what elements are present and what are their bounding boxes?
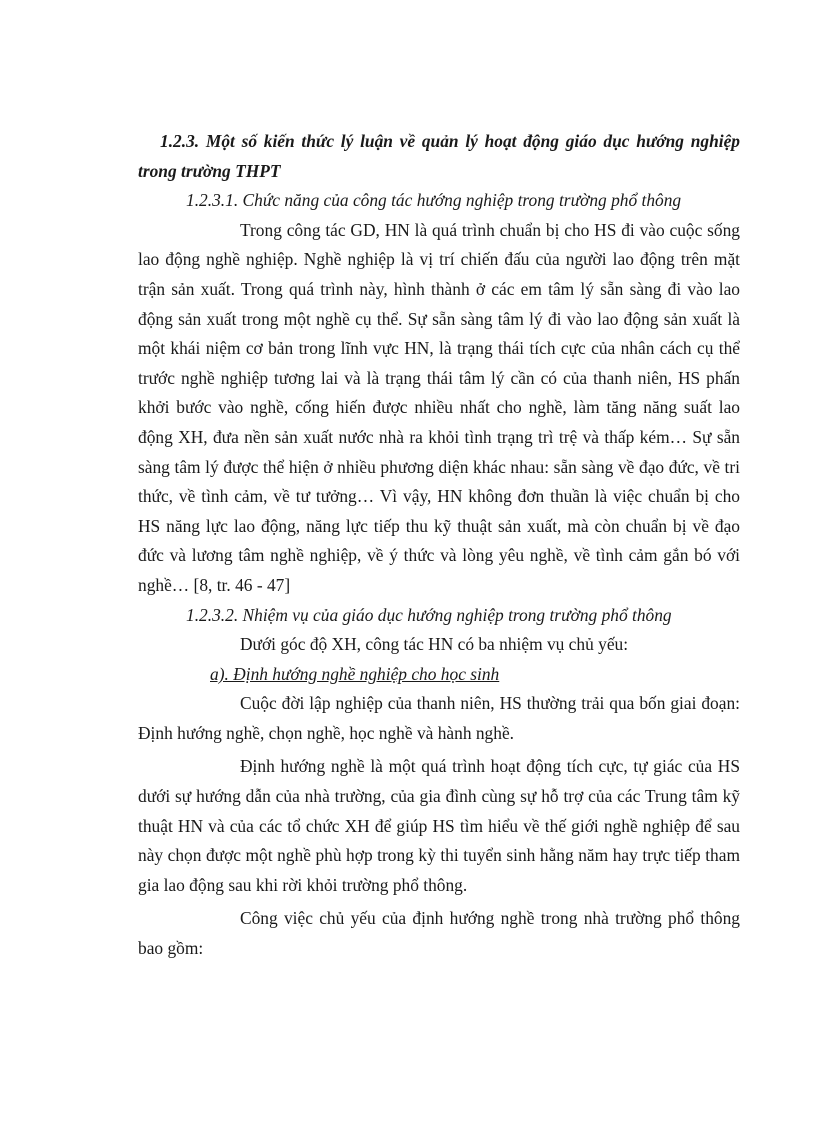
page-content xyxy=(138,127,740,964)
subsection-heading-tasks: 1.2.3.2. Nhiệm vụ của giáo dục hướng nghiệp trong trường phổ thông xyxy=(186,604,672,625)
item-a-paragraph-work: Công việc chủ yếu của định hướng nghề trong nhà trường phổ thông bao gồm: xyxy=(138,908,740,959)
tasks-intro: Dưới góc độ XH, công tác HN có ba nhiệm vụ chủ yếu: xyxy=(240,634,629,655)
subsection-heading-functions: 1.2.3.1. Chức năng của công tác hướng nghiệp trong trường phổ thông xyxy=(186,190,682,211)
item-a-paragraph-stages: Cuộc đời lập nghiệp của thanh niên, HS thường trải qua bốn giai đoạn: Định hướng nghề, chọn nghề, học nghề và hành nghề. xyxy=(138,693,740,743)
item-a-paragraph-definition: Định hướng nghề là một quá trình hoạt động tích cực, tự giác của HS dưới sự hướng dẫn của nhà trường, của gia đình cùng sự hỗ trợ của các Trung tâm kỹ thuật HN và của các tổ chức XH để giúp HS tìm hiểu về thế giới nghề nghiệp để sau này chọn được một nghề phù hợp trong kỳ thi tuyển sinh hằng năm hay trực tiếp tham gia lao động sau khi rời khỏi trường phổ thông. xyxy=(138,756,740,895)
functions-paragraph: Trong công tác GD, HN là quá trình chuẩn bị cho HS đi vào cuộc sống lao động nghề nghiệp. Nghề nghiệp là vị trí chiến đấu của người lao động trên mặt trận sản xuất. Trong quá trình này, hình thành ở các em tâm lý sẵn sàng đi vào lao động sản xuất trong một nghề cụ thể. Sự sẵn sàng tâm lý đi vào lao động sản xuất là một khái niệm cơ bản trong lĩnh vực HN, là trạng thái tích cực của nhân cách cụ thể trước nghề nghiệp tương lai và là trạng thái tâm lý cần có của thanh niên, HS phấn khởi bước vào nghề, cống hiến được nhiều nhất cho nghề, làm tăng năng suất lao động XH, đưa nền sản xuất nước nhà ra khỏi tình trạng trì trệ và thấp kém… Sự sẵn sàng tâm lý được thể hiện ở nhiều phương diện khác nhau: sẵn sàng về đạo đức, về tri thức, về tình cảm, về tư tưởng… Vì vậy, HN không đơn thuần là việc chuẩn bị cho HS năng lực lao động, năng lực tiếp thu kỹ thuật sản xuất, mà còn chuẩn bị về đạo đức và lương tâm nghề nghiệp, về ý thức và lòng yêu nghề, về tình cảm gắn bó với nghề… [8, tr. 46 - 47] xyxy=(138,219,740,595)
section-heading: 1.2.3. Một số kiến thức lý luận về quản lý hoạt động giáo dục hướng nghiệp trong trường THPT xyxy=(138,131,740,181)
item-a-heading: a). Định hướng nghề nghiệp cho học sinh xyxy=(210,663,500,684)
